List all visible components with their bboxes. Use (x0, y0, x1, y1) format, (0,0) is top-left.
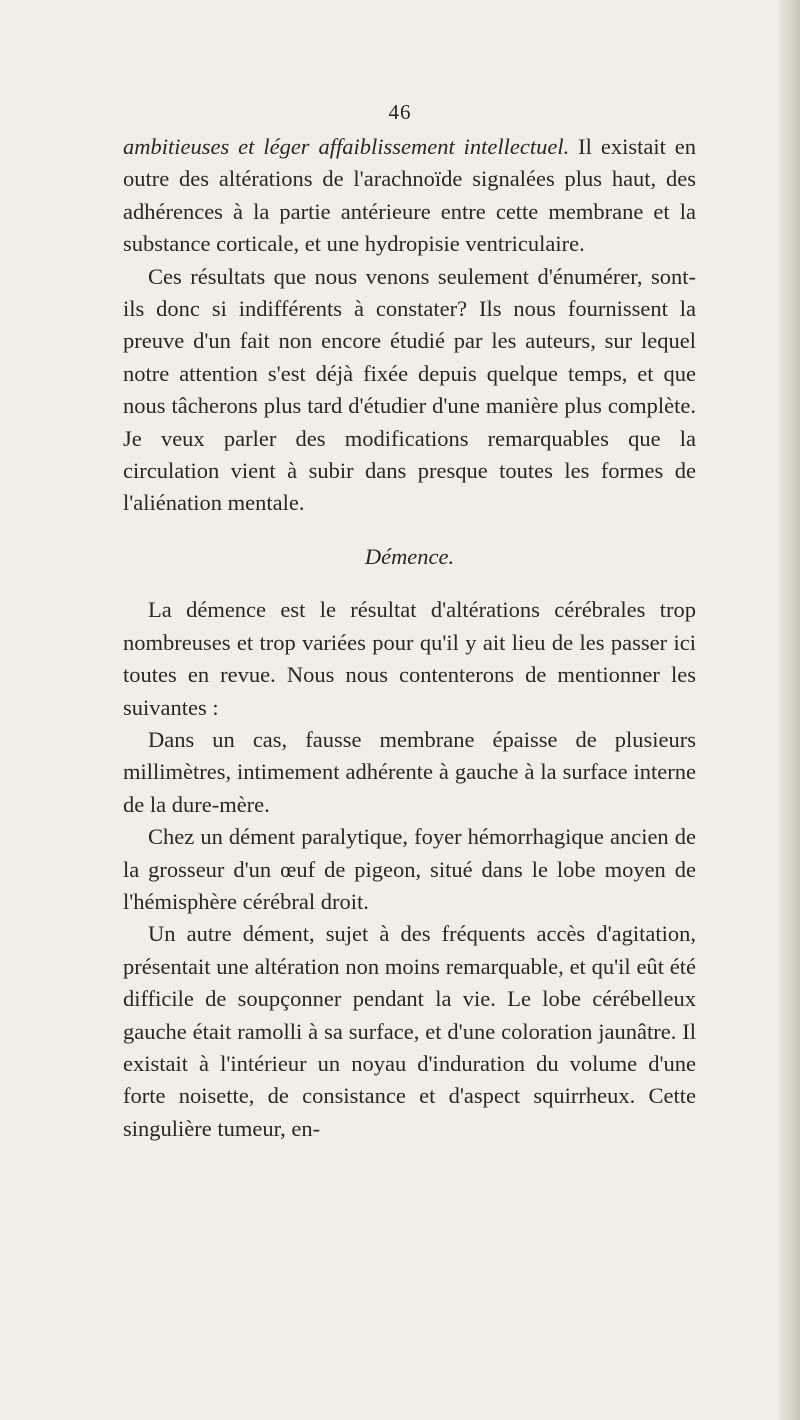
page-number: 46 (388, 100, 412, 124)
paragraph-intro (123, 131, 696, 261)
page-edge-shadow (778, 0, 800, 1420)
section-heading: Démence. (364, 543, 455, 569)
intro-rest: Il existait en outre des altérations de l'arachnoïde signalées plus haut, des adhérences à la partie antérieure entre cette membrane et la substance corticale, et une hydropisie ventriculaire. (123, 134, 697, 257)
paragraph-4: Dans un cas, fausse membrane épaisse de plusieurs millimètres, intimement adhérente à gauche à la surface interne de la dure-mère. (123, 726, 696, 817)
paragraph-2: Ces résultats que nous venons seulement d'énumérer, sont-ils donc si indifférents à constater? Ils nous fournissent la preuve d'un fait non encore étudié par les auteurs, sur lequel notre attention s'est déjà fixée depuis quelque temps, et que nous tâcherons plus tard d'étudier d'une manière plus complète. Je veux parler des modifications remarquables que la circulation vient à subir dans presque toutes les formes de l'aliénation mentale. (123, 263, 696, 516)
italic-lead: ambitieuses et léger affaiblissement intellectuel. (123, 134, 570, 159)
body-text (123, 131, 696, 1145)
paragraph-6: Un autre dément, sujet à des fréquents accès d'agitation, présentait une altération non moins remarquable, et qu'il eût été difficile de soupçonner pendant la vie. Le lobe cérébelleux gauche était ramolli à sa surface, et d'une coloration jaunâtre. Il existait à l'intérieur un noyau d'induration du volume d'une forte noisette, de consistance et d'aspect squirrheux. Cette singulière tumeur, en- (123, 921, 696, 1141)
paragraph-5: Chez un dément paralytique, foyer hémorrhagique ancien de la grosseur d'un œuf de pigeon, situé dans le lobe moyen de l'hémisphère cérébral droit. (123, 824, 696, 914)
paragraph-3: La démence est le résultat d'altérations cérébrales trop nombreuses et trop variées pour qu'il y ait lieu de les passer ici toutes en revue. Nous nous contenterons de mentionner les suivantes : (123, 597, 696, 720)
